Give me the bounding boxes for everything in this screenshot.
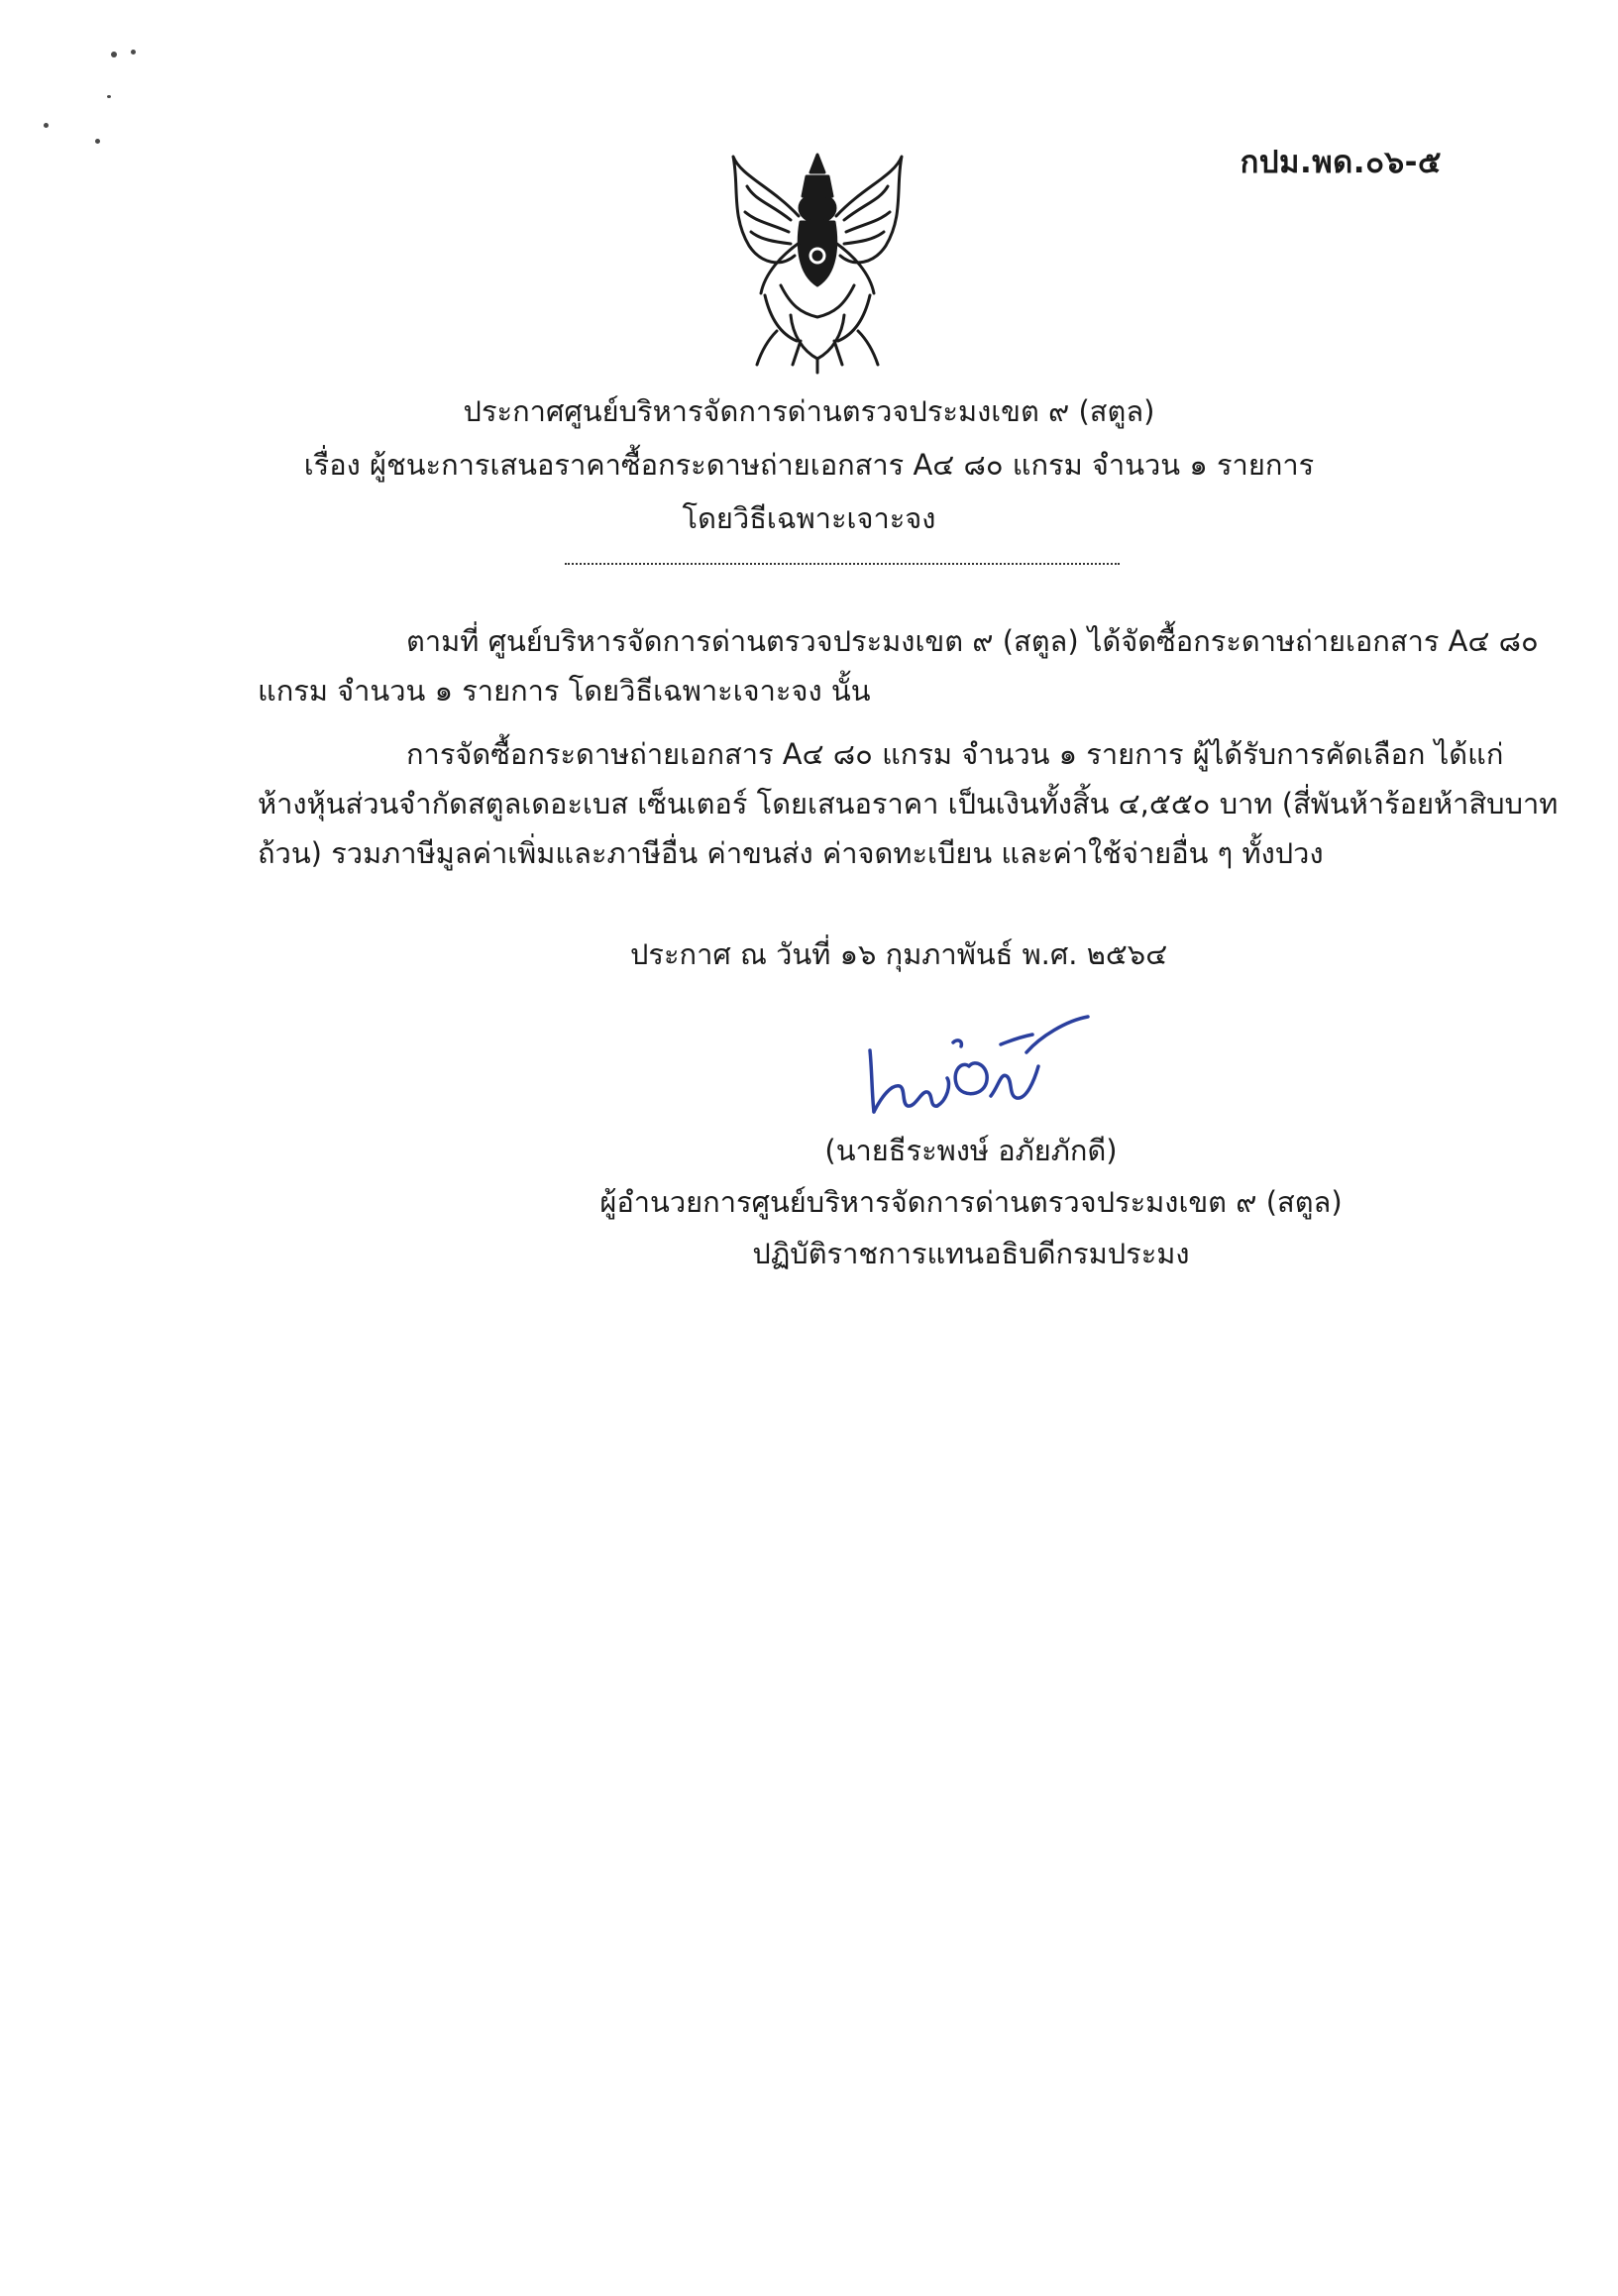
paragraph-1 — [258, 616, 1539, 715]
scan-speck — [44, 123, 49, 128]
signatory-acting-for: ปฏิบัติราชการแทนอธิบดีกรมประมง — [752, 1237, 1190, 1270]
announcement-subject: เรื่อง ผู้ชนะการเสนอราคาซื้อกระดาษถ่ายเอกสาร A๔ ๘๐ แกรม จำนวน ๑ รายการ — [303, 448, 1315, 482]
paragraph-2-line-3: ถ้วน) รวมภาษีมูลค่าเพิ่มและภาษีอื่น ค่าขนส่ง ค่าจดทะเบียน และค่าใช้จ่ายอื่น ๆ ทั้งปวง — [258, 836, 1324, 870]
paragraph-1-line-1: ตามที่ ศูนย์บริหารจัดการด่านตรวจประมงเขต ๙ (สตูล) ได้จัดซื้อกระดาษถ่ายเอกสาร A๔ ๘๐ — [406, 624, 1539, 658]
document-code: กปม.พด.๐๖-๕ — [1240, 145, 1442, 180]
scan-speck — [95, 139, 100, 144]
paragraph-2-line-2: ห้างหุ้นส่วนจำกัดสตูลเดอะเบส เซ็นเตอร์ โดยเสนอราคา เป็นเงินทั้งสิ้น ๔,๕๕๐ บาท (สี่พันห้าร้อยห้าสิบบาท — [258, 787, 1559, 820]
announcement-method: โดยวิธีเฉพาะเจาะจง — [682, 501, 936, 535]
title-divider — [565, 563, 1120, 565]
paragraph-2-line-1: การจัดซื้อกระดาษถ่ายเอกสาร A๔ ๘๐ แกรม จำนวน ๑ รายการ ผู้ได้รับการคัดเลือก ได้แก่ — [406, 737, 1504, 771]
signatory-name: (นายธีระพงษ์ อภัยภักดี) — [824, 1134, 1118, 1167]
garuda-emblem — [721, 147, 915, 375]
scan-speck — [107, 95, 111, 98]
handwritten-signature — [852, 1001, 1110, 1130]
paragraph-2 — [258, 729, 1559, 878]
signatory-position: ผู้อำนวยการศูนย์บริหารจัดการด่านตรวจประมงเขต ๙ (สตูล) — [599, 1185, 1343, 1219]
scan-speck — [131, 50, 136, 55]
paragraph-1-line-2: แกรม จำนวน ๑ รายการ โดยวิธีเฉพาะเจาะจง นั้น — [258, 674, 871, 708]
scan-speck — [111, 52, 117, 57]
announcement-title: ประกาศศูนย์บริหารจัดการด่านตรวจประมงเขต ๙ (สตูล) — [463, 394, 1155, 428]
announcement-date: ประกาศ ณ วันที่ ๑๖ กุมภาพันธ์ พ.ศ. ๒๕๖๔ — [630, 937, 1168, 971]
